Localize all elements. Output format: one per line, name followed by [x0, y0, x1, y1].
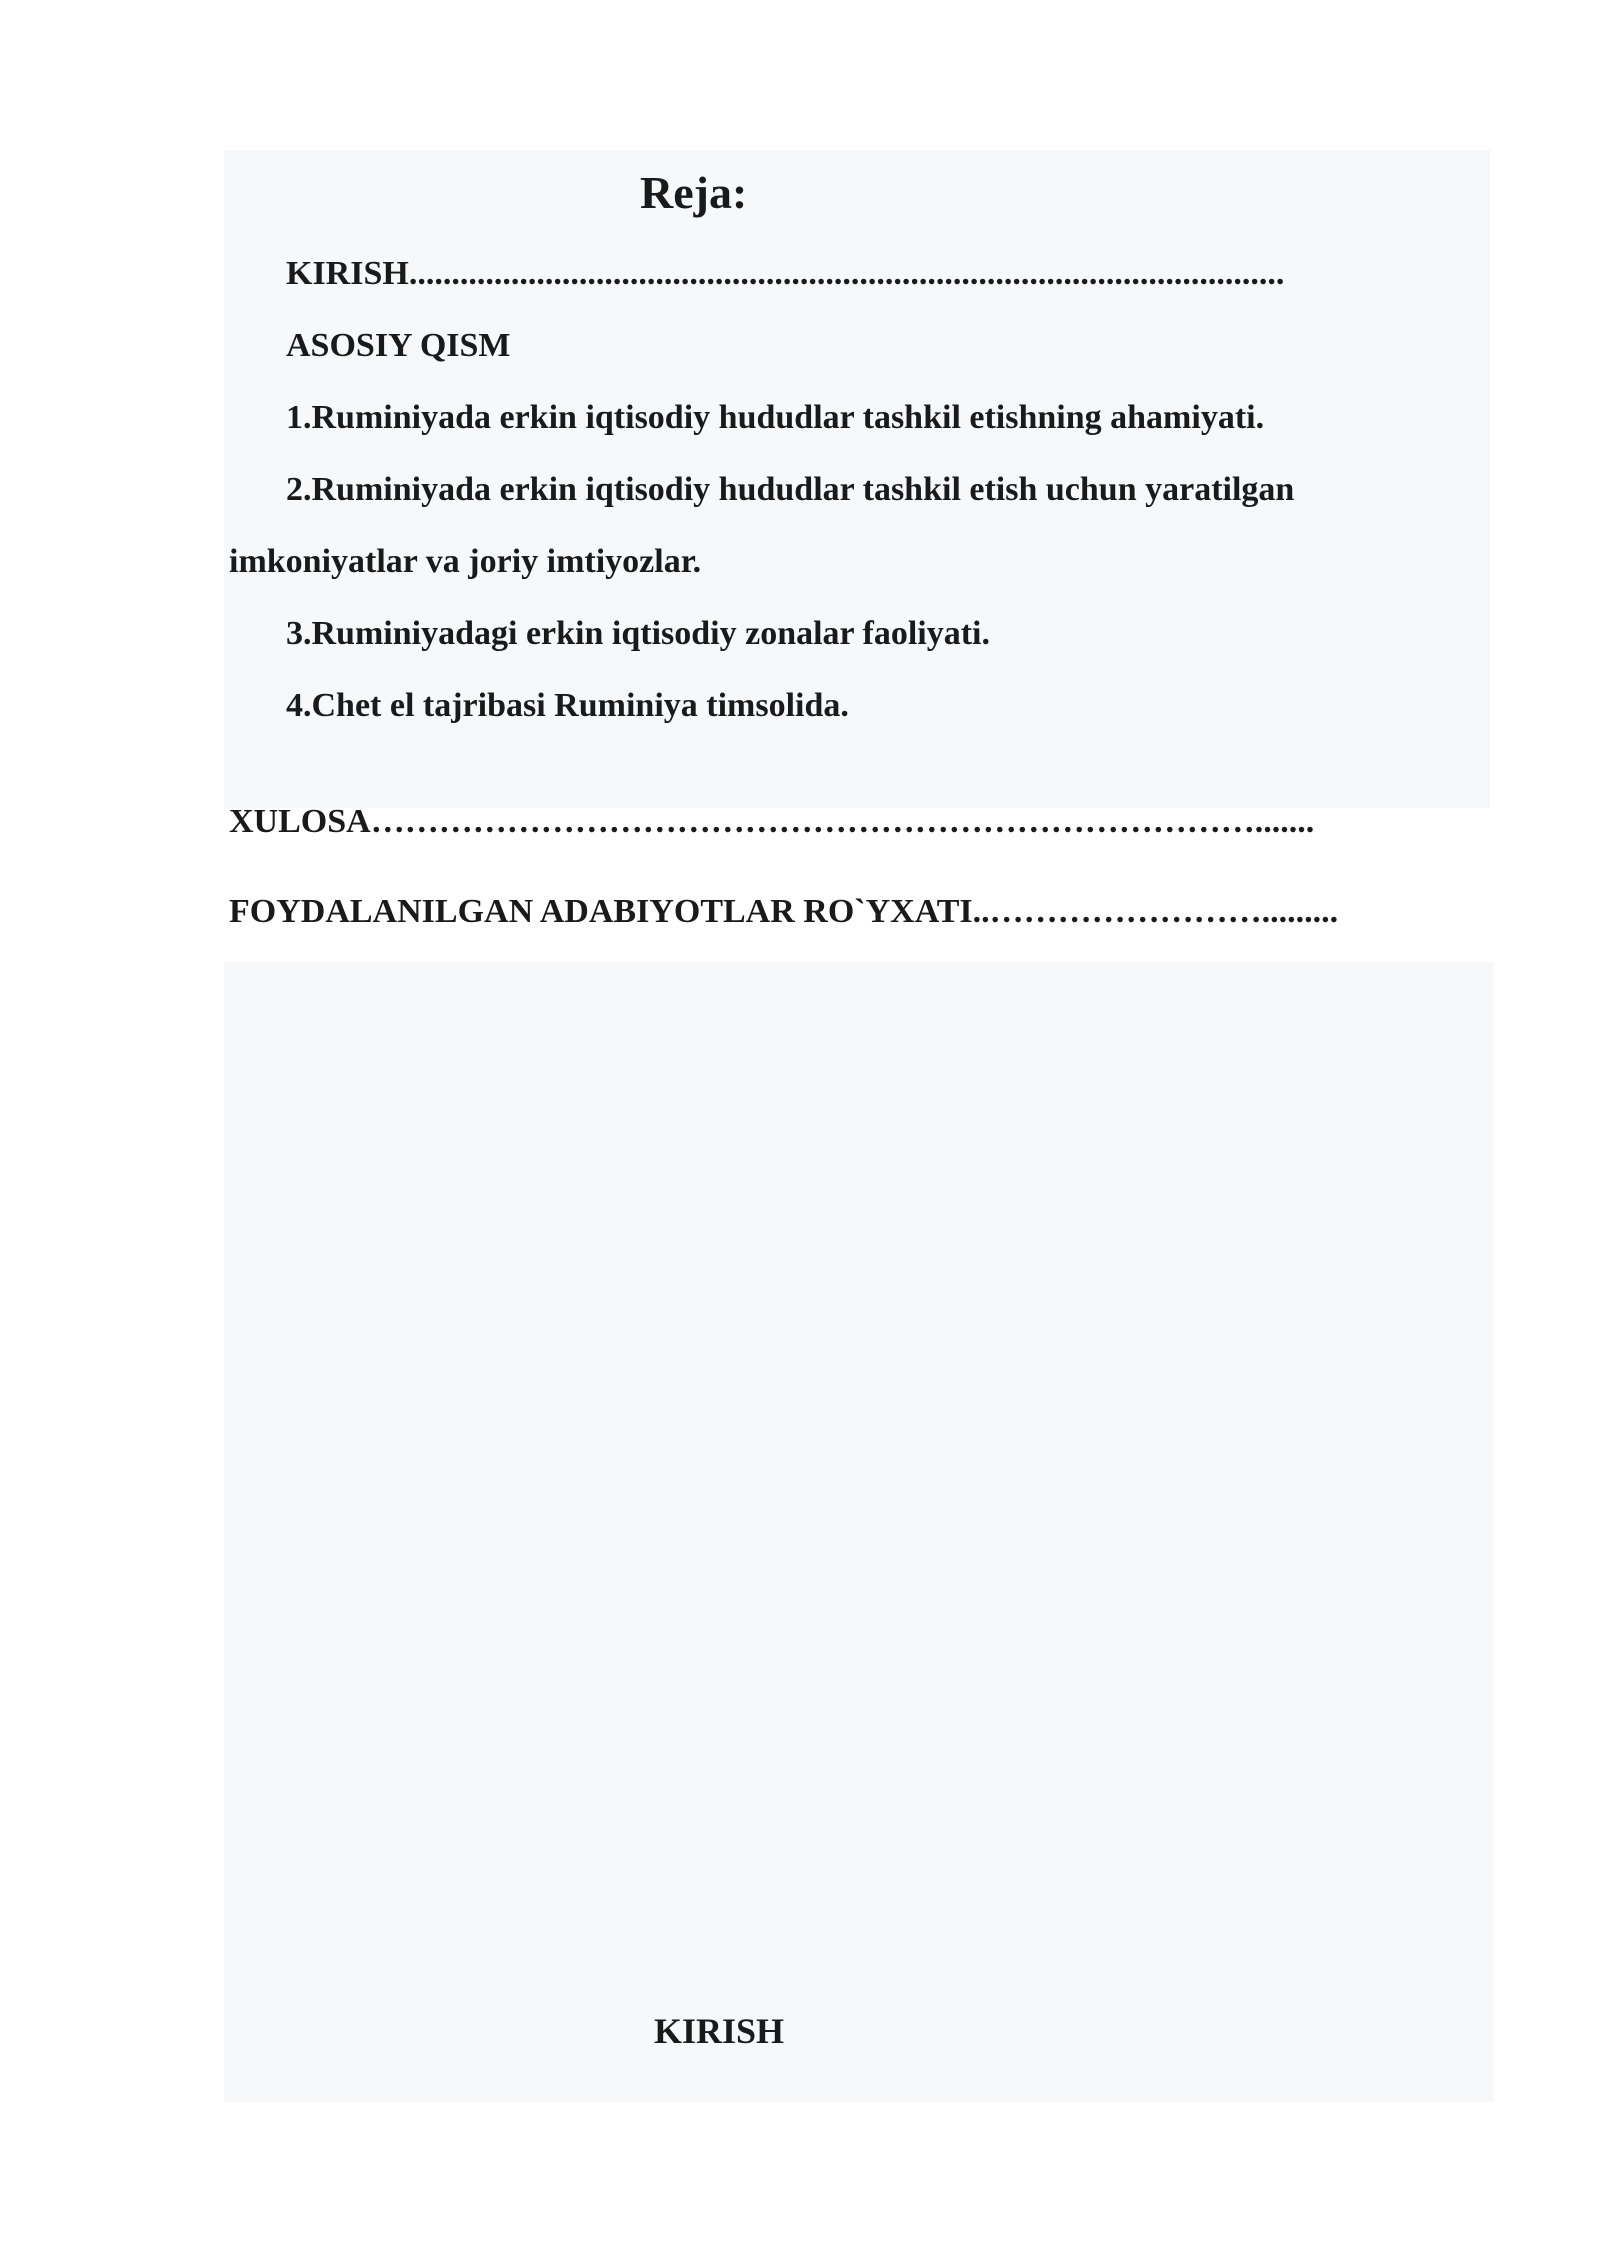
- toc-item-4: 4.Chet el tajribasi Ruminiya timsolida.: [286, 687, 849, 724]
- toc-adabiyotlar: FOYDALANILGAN ADABIYOTLAR RO`YXATI..…………………….........: [229, 893, 1339, 930]
- toc-asosiy-qism: ASOSIY QISM: [286, 327, 511, 364]
- toc-item-2-line-2: imkoniyatlar va joriy imtiyozlar.: [229, 543, 702, 580]
- toc-item-3: 3.Ruminiyadagi erkin iqtisodiy zonalar faoliyati.: [286, 615, 991, 652]
- toc-item-2-line-1: 2.Ruminiyada erkin iqtisodiy hududlar tashkil etish uchun yaratilgan: [286, 471, 1295, 508]
- content-background: [224, 962, 1494, 2102]
- plan-title: Reja:: [640, 167, 748, 218]
- toc-kirish: KIRISH.......................................................................................................: [286, 255, 1285, 292]
- toc-xulosa: XULOSA…………………………………………………………………….......: [229, 803, 1315, 840]
- section-heading-kirish: KIRISH: [654, 2011, 785, 2051]
- toc-item-1: 1.Ruminiyada erkin iqtisodiy hududlar tashkil etishning ahamiyati.: [286, 399, 1265, 436]
